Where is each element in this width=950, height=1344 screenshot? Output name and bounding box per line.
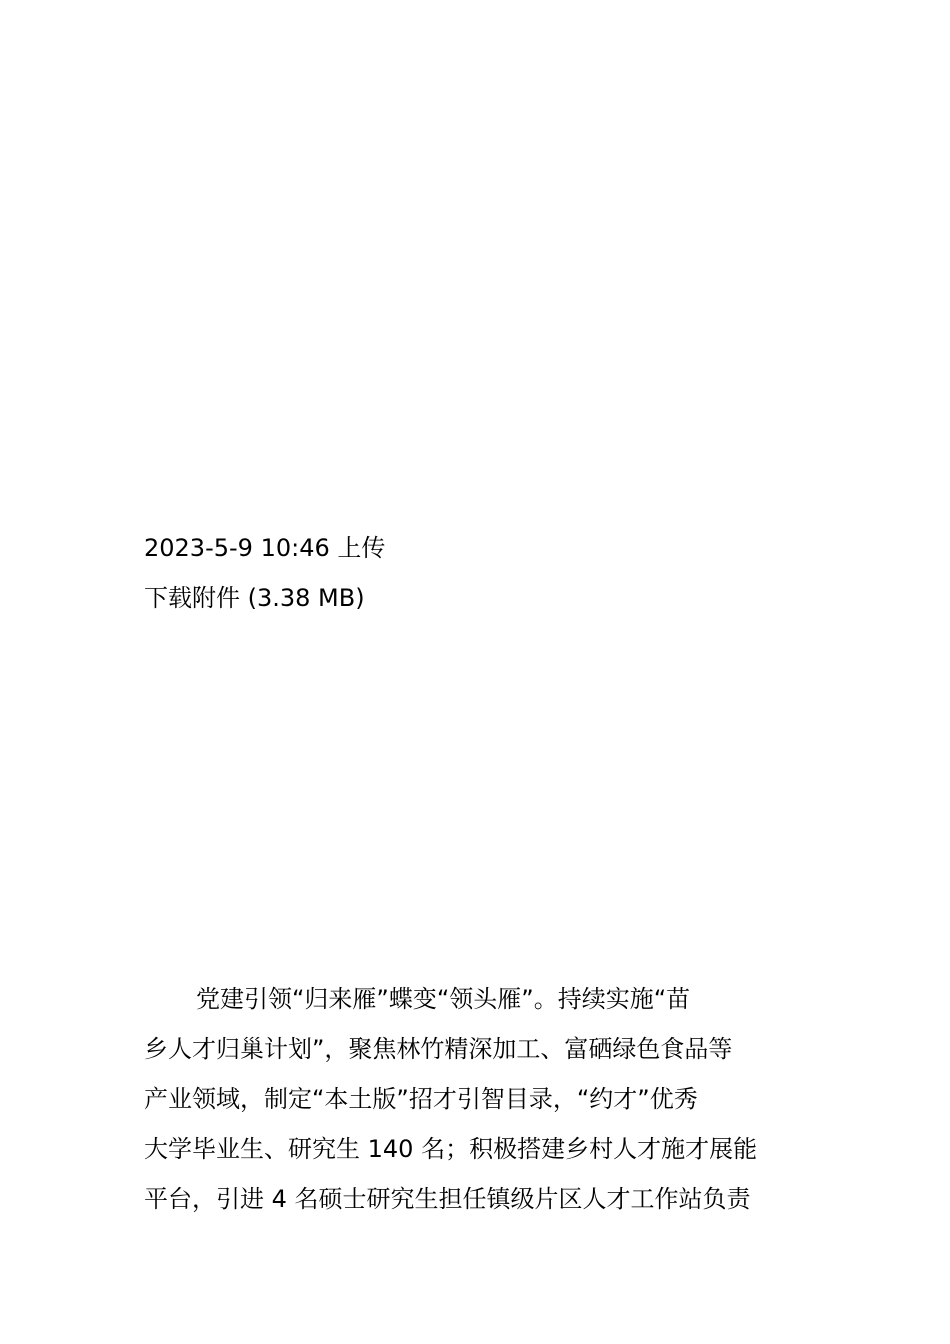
- article-body: [144, 974, 808, 1224]
- attachment-info: [144, 530, 824, 616]
- paragraph-line: 产业领域，制定“本土版”招才引智目录，“约才”优秀: [144, 1085, 698, 1113]
- paragraph-line: 乡人才归巢计划”，聚焦林竹精深加工、富硒绿色食品等: [144, 1035, 733, 1063]
- paragraph-line: 大学毕业生、研究生 140 名；积极搭建乡村人才施才展能: [144, 1135, 758, 1163]
- paragraph-line: 党建引领“归来雁”蝶变“领头雁”。持续实施“苗: [196, 985, 691, 1013]
- download-attachment-link[interactable]: 下载附件 (3.38 MB): [144, 584, 365, 612]
- upload-timestamp: 2023-5-9 10:46 上传: [144, 534, 386, 562]
- paragraph-line: 平台，引进 4 名硕士研究生担任镇级片区人才工作站负责: [144, 1185, 751, 1213]
